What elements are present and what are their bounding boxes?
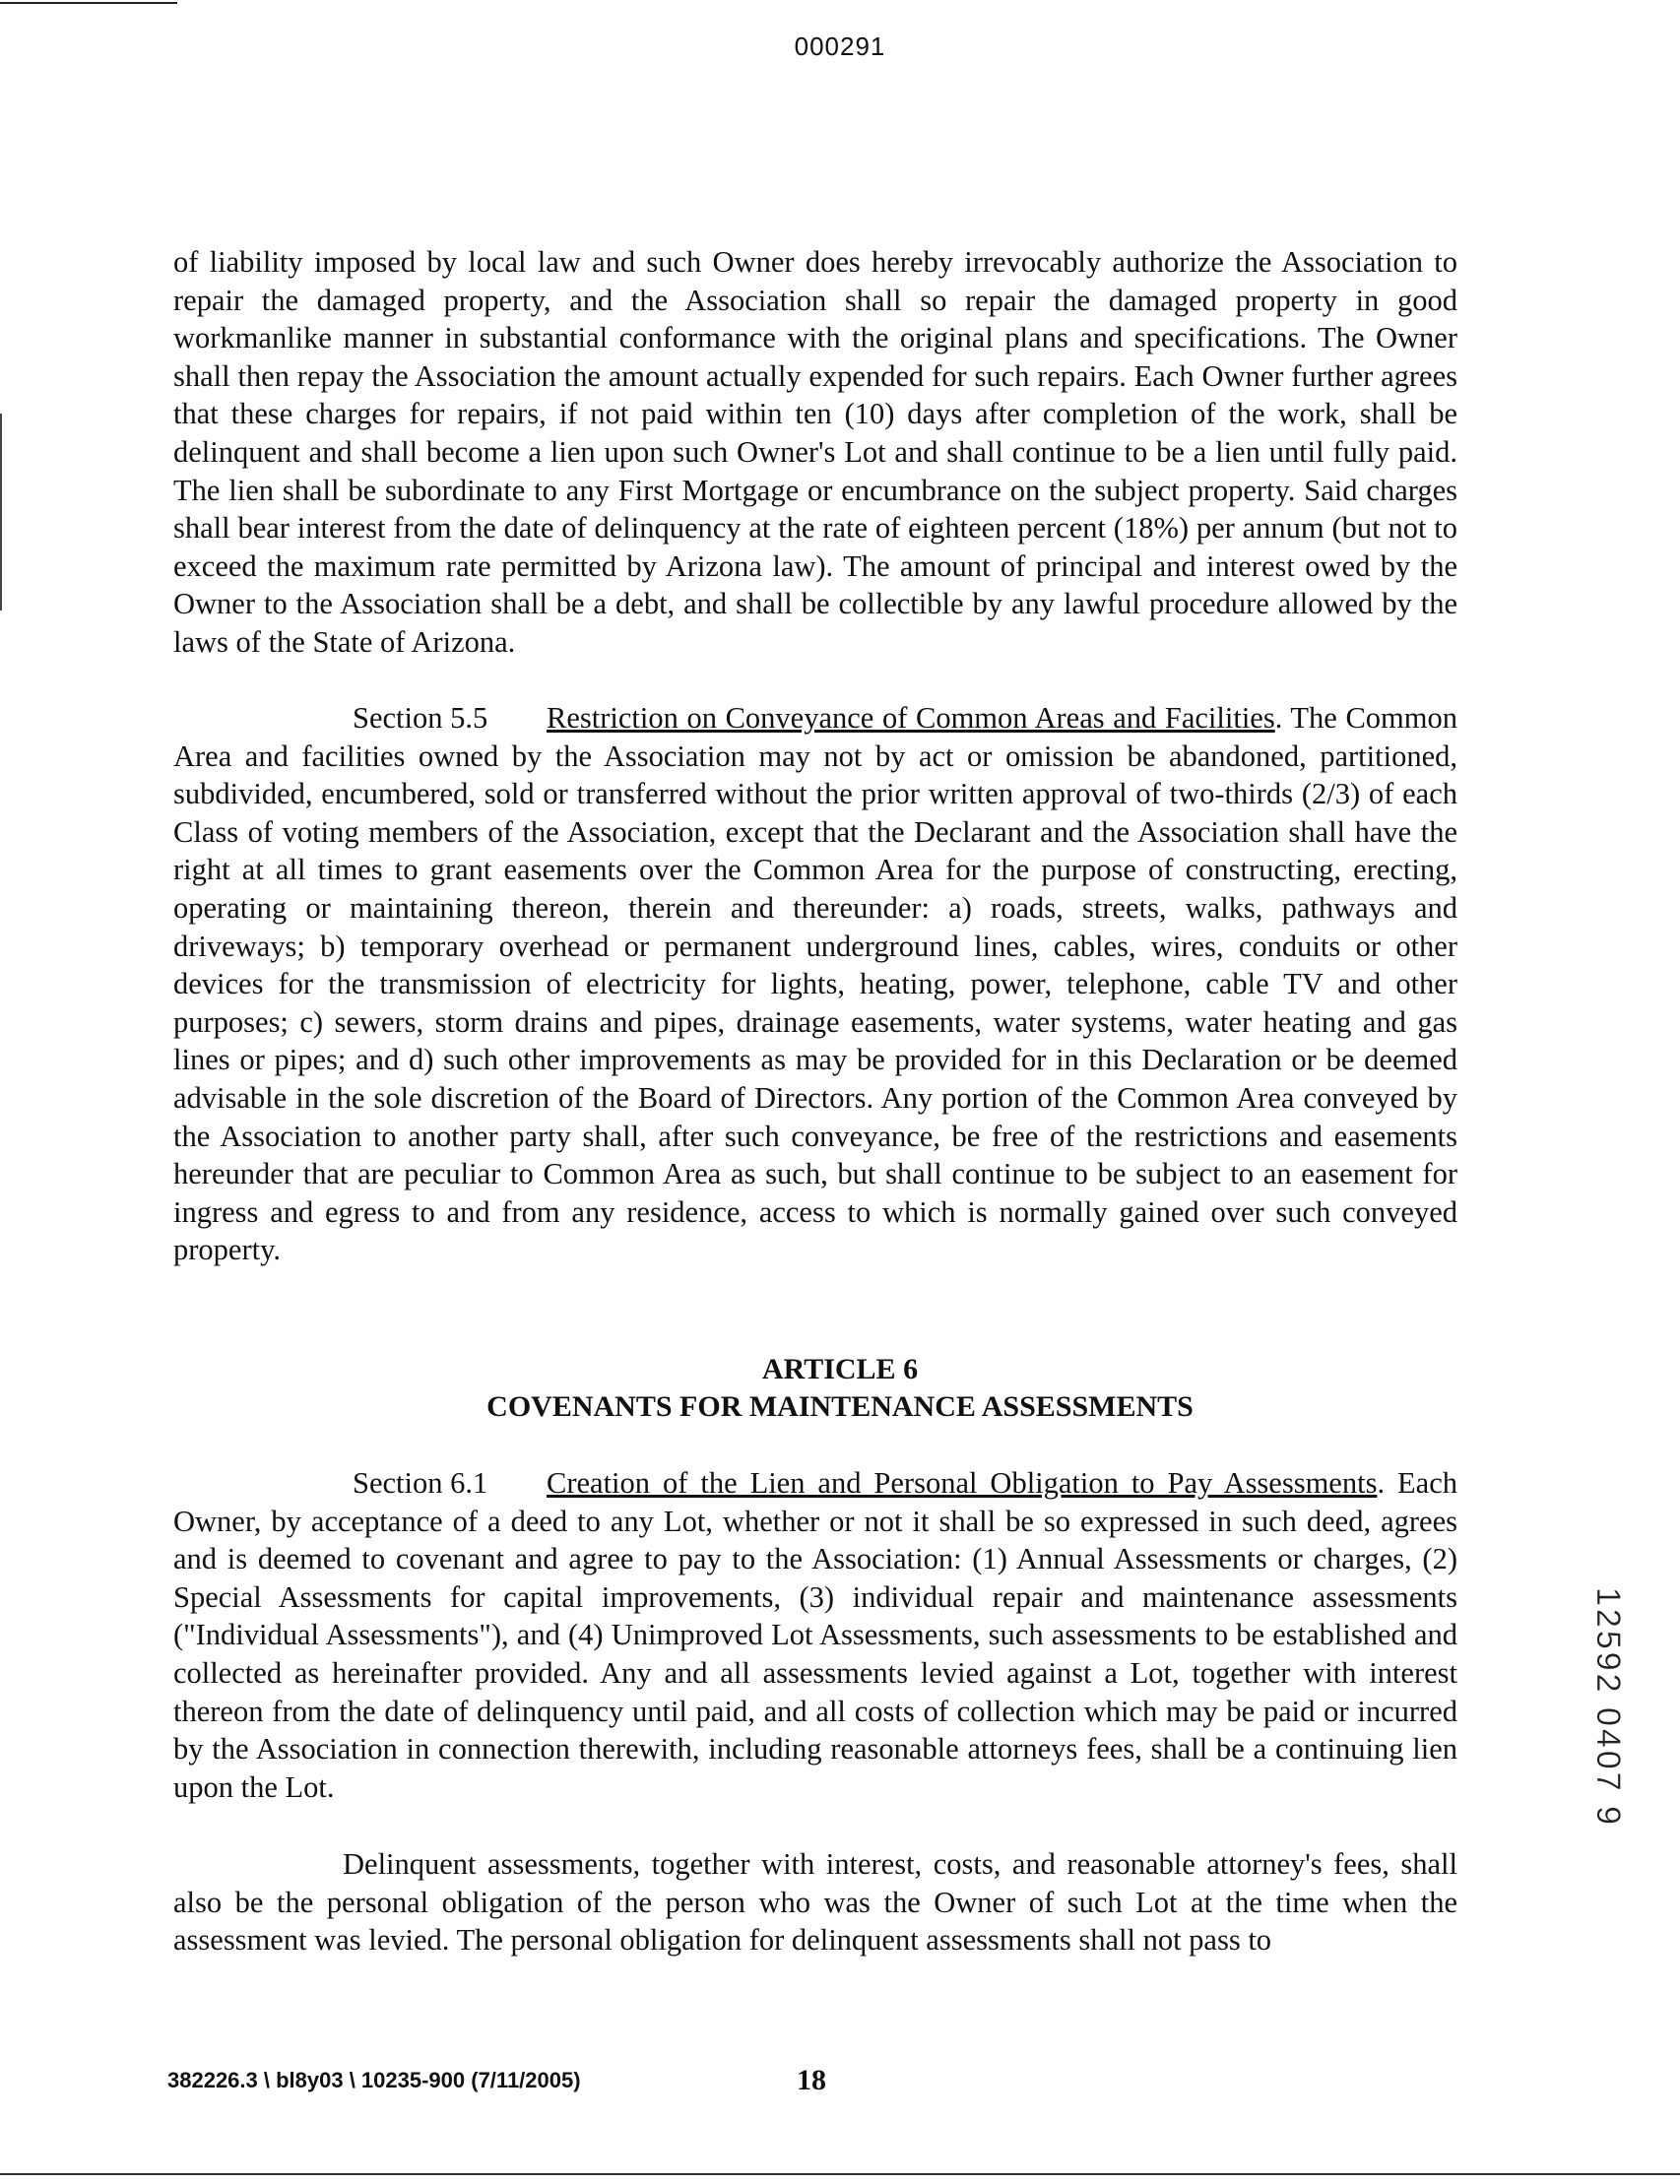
section-5-5 bbox=[173, 699, 1457, 1269]
scan-edge-mark bbox=[0, 2, 177, 4]
article-number: ARTICLE 6 bbox=[761, 1353, 919, 1385]
recording-stamp: 12592 0407 9 bbox=[1589, 1587, 1627, 1828]
scan-edge-mark bbox=[0, 414, 2, 610]
paragraph-delinquent bbox=[173, 1845, 1457, 1959]
paragraph-body: Delinquent assessments, together with interest, costs, and reasonable attorney's fees, shall also be the personal obligation of the person who was the Owner of such Lot at the time when the assessment was levied. The personal obligation for delinquent assessments shall not pass to bbox=[173, 1847, 1457, 1958]
section-label: Section 5.5 bbox=[353, 701, 488, 735]
section-label: Section 6.1 bbox=[353, 1466, 488, 1500]
section-body: . Each Owner, by acceptance of a deed to any Lot, whether or not it shall be so expressed in such deed, agrees and is deemed to covenant and agree to pay to the Association: (1) Annual Assessments or charges, (2) Special Assessments for capital improvements, (3) individual repair and maintenance assessments ("Individual Assessments"), and (4) Unimproved Lot Assessments, such assessments to be established and collected as hereinafter provided. Any and all assessments levied against a Lot, together with interest thereon from the date of delinquency until paid, and all costs of collection which may be paid or incurred by the Association in connection therewith, including reasonable attorneys fees, shall be a continuing lien upon the Lot. bbox=[173, 1466, 1457, 1804]
section-body: . The Common Area and facilities owned by the Association may not by act or omission be abandoned, partitioned, subdivided, encumbered, sold or transferred without the prior written approval of two-thirds (2/3) of each Class of voting members of the Association, except that the Declarant and the Association shall have the right at all times to grant easements over the Common Area for the purpose of constructing, erecting, operating or maintaining thereon, therein and thereunder: a) roads, streets, walks, pathways and driveways; b) temporary overhead or permanent underground lines, cables, wires, conduits or other devices for the transmission of electricity for lights, heating, power, telephone, cable TV and other purposes; c) sewers, storm drains and pipes, drainage easements, water systems, water heating and gas lines or pipes; and d) such other improvements as may be provided for in this Declaration or be deemed advisable in the sole discretion of the Board of Directors. Any portion of the Common Area conveyed by the Association to another party shall, after such conveyance, be free of the restrictions and easements hereunder that are peculiar to Common Area as such, but shall continue to be subject to an easement for ingress and egress to and from any residence, access to which is normally gained over such conveyed property. bbox=[173, 701, 1457, 1267]
section-title: Creation of the Lien and Personal Obligation to Pay Assessments bbox=[547, 1466, 1378, 1500]
section-title: Restriction on Conveyance of Common Areas and Facilities bbox=[547, 701, 1275, 735]
article-title: COVENANTS FOR MAINTENANCE ASSESSMENTS bbox=[486, 1390, 1194, 1423]
paragraph-liability: of liability imposed by local law and such Owner does hereby irrevocably authorize the Association to repair the damaged property, and the Association shall so repair the damaged property in good workmanlike manner in substantial conformance with the original plans and specifications. The Owner shall then repay the Association the amount actually expended for such repairs. Each Owner further agrees that these charges for repairs, if not paid within ten (10) days after completion of the work, shall be delinquent and shall become a lien upon such Owner's Lot and shall continue to be a lien until fully paid. The lien shall be subordinate to any First Mortgage or encumbrance on the subject property. Said charges shall bear interest from the date of delinquency at the rate of eighteen percent (18%) per annum (but not to exceed the maximum rate permitted by Arizona law). The amount of principal and interest owed by the Owner to the Association shall be a debt, and shall be collectible by any lawful procedure allowed by the laws of the State of Arizona. bbox=[173, 245, 1457, 659]
scan-edge-mark bbox=[0, 2173, 1680, 2175]
section-6-1 bbox=[173, 1464, 1457, 1806]
document-number: 000291 bbox=[794, 32, 886, 61]
footer-doc-ref: 382226.3 \ bl8y03 \ 10235-900 (7/11/2005) bbox=[167, 2068, 581, 2092]
page-number: 18 bbox=[797, 2064, 826, 2096]
